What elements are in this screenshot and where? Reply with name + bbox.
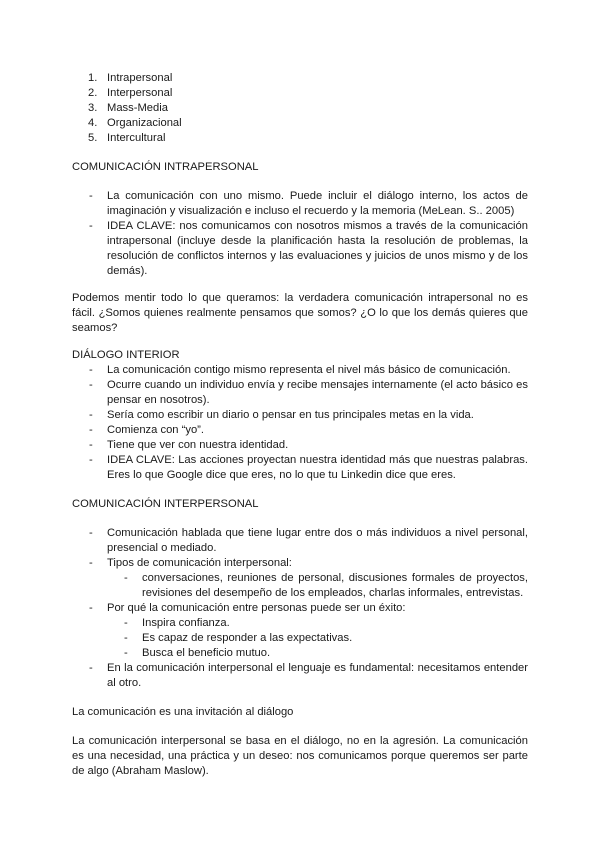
list-item: - Tiene que ver con nuestra identidad.	[89, 439, 289, 451]
bullet-text: Por qué la comunicación entre personas puede ser un éxito:	[107, 602, 406, 614]
list-item: 2. Interpersonal	[88, 87, 173, 99]
list-item: - Sería como escribir un diario o pensar en tus principales metas en la vida.	[89, 409, 474, 421]
intrapersonal-bullets	[72, 189, 528, 279]
list-item: 5. Intercultural	[88, 132, 166, 144]
list-item-text: Intrapersonal	[107, 72, 173, 84]
sub-bullet-text: Es capaz de responder a las expectativas.	[142, 632, 353, 644]
list-item-text: Intercultural	[107, 132, 166, 144]
bullet-text: La comunicación con uno mismo. Puede incluir el diálogo interno, los actos de imaginación y visualización e incluso el recuerdo y la memoria (MeLean. S.. 2005)	[107, 190, 528, 217]
dialogo-bullets	[72, 363, 528, 483]
communication-types-list	[72, 71, 528, 146]
list-item: - Comunicación hablada que tiene lugar entre dos o más individuos a nivel personal, presencial o mediado.	[89, 527, 528, 554]
section-heading-interpersonal: COMUNICACIÓN INTERPERSONAL	[72, 498, 259, 510]
document-page	[72, 71, 528, 779]
bullet-text: Tiene que ver con nuestra identidad.	[107, 439, 289, 451]
list-item: 4. Organizacional	[88, 117, 182, 129]
sub-list	[107, 616, 528, 661]
sub-list-item: - Es capaz de responder a las expectativas.	[124, 632, 353, 644]
bullet-text: Comienza con “yo”.	[107, 424, 204, 436]
sub-bullet-text: Inspira confianza.	[142, 617, 230, 629]
list-item-text: Mass-Media	[107, 102, 168, 114]
sub-bullet-text: conversaciones, reuniones de personal, discusiones formales de proyectos, revisiones del desempeño de los empleados, charlas informales, entrevistas.	[142, 572, 528, 599]
list-item: - Tipos de comunicación interpersonal: - conversaciones, reuniones de personal, discusiones formales de proyectos, revisiones del desempeño de los empleados, charlas informales, entrevistas.	[89, 557, 528, 599]
list-item: - La comunicación contigo mismo representa el nivel más básico de comunicación.	[89, 364, 511, 376]
bullet-text: Tipos de comunicación interpersonal:	[107, 557, 292, 569]
bullet-text: IDEA CLAVE: nos comunicamos con nosotros mismos a través de la comunicación intrapersonal (incluye desde la planificación hasta la resolución de problemas, la resolución de conflictos internos y las evaluaciones y juicios de unos mismo y de los demás).	[107, 220, 528, 277]
list-item: 1. Intrapersonal	[88, 72, 173, 84]
list-item: 3. Mass-Media	[88, 102, 168, 114]
list-item: - IDEA CLAVE: Las acciones proyectan nuestra identidad más que nuestras palabras. Eres lo que Google dice que eres, no lo que tu Linkedin dice que eres.	[89, 454, 528, 481]
bullet-text: La comunicación contigo mismo representa el nivel más básico de comunicación.	[107, 364, 511, 376]
bullet-text: Ocurre cuando un individuo envía y recibe mensajes internamente (el acto básico es pensar en nosotros).	[107, 379, 528, 406]
list-item: - Por qué la comunicación entre personas puede ser un éxito: - Inspira confianza. - Es capaz de responder a las expectativas. - Busca el beneficio mutuo.	[72, 601, 528, 661]
sub-list-item: - conversaciones, reuniones de personal, discusiones formales de proyectos, revisiones del desempeño de los empleados, charlas informales, entrevistas.	[124, 572, 528, 599]
list-item: - IDEA CLAVE: nos comunicamos con nosotros mismos a través de la comunicación intrapersonal (incluye desde la planificación hasta la resolución de problemas, la resolución de conflictos internos y las evaluaciones y juicios de unos mismo y de los demás).	[89, 220, 528, 277]
sub-bullet-text: Busca el beneficio mutuo.	[142, 647, 271, 659]
list-item-text: Organizacional	[107, 117, 182, 129]
section-heading-dialogo-interior: DIÁLOGO INTERIOR	[72, 349, 180, 361]
section-heading-intrapersonal: COMUNICACIÓN INTRAPERSONAL	[72, 161, 259, 173]
bullet-text: Comunicación hablada que tiene lugar entre dos o más individuos a nivel personal, presencial o mediado.	[107, 527, 528, 554]
list-item: - Ocurre cuando un individuo envía y recibe mensajes internamente (el acto básico es pensar en nosotros).	[89, 379, 528, 406]
bullet-text: Sería como escribir un diario o pensar en tus principales metas en la vida.	[107, 409, 474, 421]
interpersonal-bullets	[72, 526, 528, 691]
list-item: - En la comunicación interpersonal el lenguaje es fundamental: necesitamos entender al otro.	[89, 662, 528, 689]
bullet-text: En la comunicación interpersonal el lenguaje es fundamental: necesitamos entender al otro.	[107, 662, 528, 689]
list-item: - Comienza con “yo”.	[89, 424, 204, 436]
sub-list-item: - Inspira confianza.	[124, 617, 230, 629]
sub-list	[107, 571, 528, 601]
closing-paragraph: La comunicación interpersonal se basa en el diálogo, no en la agresión. La comunicación es una necesidad, una práctica y un deseo: nos comunicamos porque queremos ser parte de algo (Abraham Maslow).	[72, 735, 528, 777]
bullet-text: IDEA CLAVE: Las acciones proyectan nuestra identidad más que nuestras palabras. Eres lo que Google dice que eres, no lo que tu Linkedin dice que eres.	[107, 454, 528, 481]
intrapersonal-paragraph: Podemos mentir todo lo que queramos: la verdadera comunicación intrapersonal no es fácil. ¿Somos quienes realmente pensamos que somos? ¿O lo que los demás quieres que seamos?	[72, 292, 528, 334]
list-item-text: Interpersonal	[107, 87, 173, 99]
tagline: La comunicación es una invitación al diálogo	[72, 706, 294, 718]
sub-list-item: - Busca el beneficio mutuo.	[124, 647, 271, 659]
list-item: - La comunicación con uno mismo. Puede incluir el diálogo interno, los actos de imaginación y visualización e incluso el recuerdo y la memoria (MeLean. S.. 2005)	[89, 190, 528, 217]
